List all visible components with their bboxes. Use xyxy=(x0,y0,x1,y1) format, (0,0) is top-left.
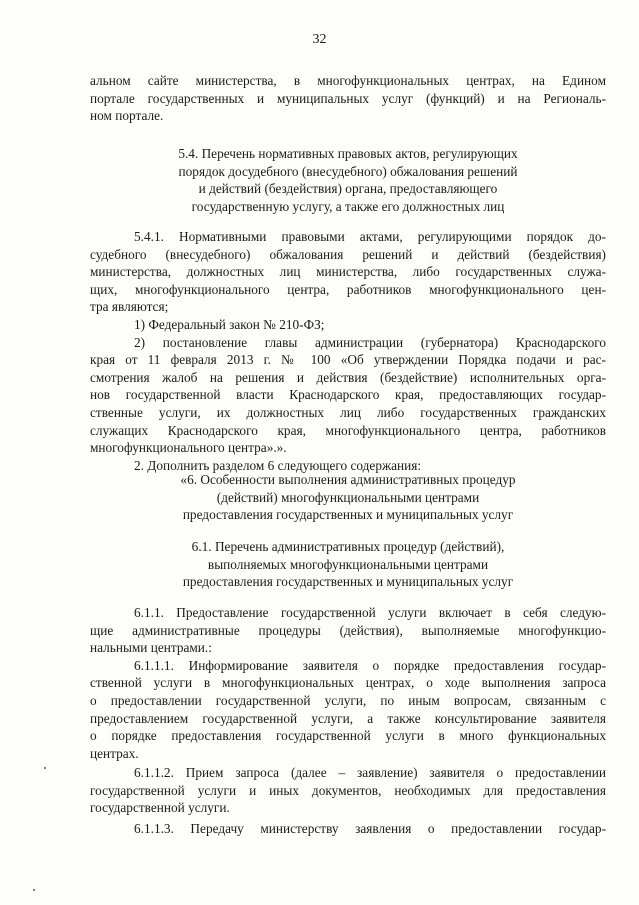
page-number: 32 xyxy=(312,32,327,47)
paragraph-6-1-1-3 xyxy=(90,820,606,838)
heading-line: государственную услугу, а также его должностных лиц xyxy=(191,198,505,214)
heading-line: и действий (бездействия) органа, предоставляющего xyxy=(198,181,498,197)
text-line: государственной услуги. xyxy=(90,800,230,816)
text-line: смотрения жалоб на решения и действия (бездействие) исполнительных орга- xyxy=(90,369,606,385)
text-line: щие административные процедуры (действия), выполняемые многофункцио- xyxy=(90,622,606,638)
paragraph-intro xyxy=(90,72,606,125)
text-line: нов государственной власти Краснодарского края, предоставляющих государ- xyxy=(90,387,606,403)
paragraph-6-1-1 xyxy=(90,604,606,762)
heading-line: 6.1. Перечень административных процедур (действий), xyxy=(191,539,505,554)
paragraph-5-4-1 xyxy=(90,228,606,474)
heading-line: выполняемых многофункциональными центрами xyxy=(207,556,489,572)
text-line: судебного (внесудебного) обжалования решений и действий (бездействия) xyxy=(90,246,606,262)
heading-line: порядок досудебного (внесудебного) обжалования решений xyxy=(178,163,518,179)
text-line: предоставлением государственной услуги, а также консультирование заявителя xyxy=(90,710,606,726)
text-line: ственной услуги в многофункциональных центрах, о ходе выполнения запроса xyxy=(90,675,606,691)
scan-speck xyxy=(33,889,35,891)
text-line: о предоставлении государственной услуги, по иным вопросам, связанным с xyxy=(90,692,606,708)
text-line: 5.4.1. Нормативными правовыми актами, регулирующими порядок до- xyxy=(134,229,606,244)
text-line: центрах. xyxy=(90,745,139,761)
text-line: ственные услуги, их должностных лиц либо государственных гражданских xyxy=(90,404,606,420)
text-line: 6.1.1. Предоставление государственной услуги включает в себя следую- xyxy=(134,605,606,620)
add-section-line: 2. Дополнить разделом 6 следующего содержания: xyxy=(134,457,422,473)
heading-line: 5.4. Перечень нормативных правовых актов, регулирующих xyxy=(178,146,518,161)
text-line: служащих Краснодарского края, многофункционального центра, работников xyxy=(90,422,606,438)
text-line: министерства, должностных лиц министерства, либо государственных служа- xyxy=(90,264,606,280)
text-line: 2) постановление главы администрации (губернатора) Краснодарского xyxy=(134,334,606,350)
text-line: ном портале. xyxy=(90,108,164,124)
paragraph-6-1-1-2 xyxy=(90,764,606,817)
heading-line: (действий) многофункциональными центрами xyxy=(216,489,480,505)
text-line: 6.1.1.1. Информирование заявителя о порядке предоставления государ- xyxy=(134,657,606,673)
heading-5-4 xyxy=(90,145,606,215)
text-line: края от 11 февраля 2013 г. № 100 «Об утверждении Порядка подачи и рас- xyxy=(90,352,606,368)
heading-6-1 xyxy=(90,538,606,591)
heading-line: «6. Особенности выполнения административных процедур xyxy=(180,472,516,487)
heading-line: предоставления государственных и муниципальных услуг xyxy=(182,574,514,590)
text-line: 6.1.1.3. Передачу министерству заявления о предоставлении государ- xyxy=(134,821,606,836)
list-item-1: 1) Федеральный закон № 210-ФЗ; xyxy=(134,316,325,332)
text-line: государственной услуги и иных документов, необходимых для предоставления xyxy=(90,782,606,798)
text-line: нальными центрами.: xyxy=(90,640,212,656)
text-line: тра являются; xyxy=(90,299,169,315)
heading-line: предоставления государственных и муниципальных услуг xyxy=(182,507,514,523)
text-line: щих, многофункционального центра, работников многофункционального цен- xyxy=(90,281,606,297)
text-line: портале государственных и муниципальных услуг (функций) и на Региональ- xyxy=(90,90,606,106)
text-line: 6.1.1.2. Прием запроса (далее – заявление) заявителя о предоставлении xyxy=(134,765,606,780)
text-line: многофункционального центра».». xyxy=(90,440,287,456)
heading-6 xyxy=(90,471,606,524)
text-line: о порядке предоставления государственной услуги в много функциональных xyxy=(90,728,606,744)
text-line: альном сайте министерства, в многофункциональных центрах, на Едином xyxy=(90,73,606,88)
scan-speck xyxy=(44,767,46,769)
